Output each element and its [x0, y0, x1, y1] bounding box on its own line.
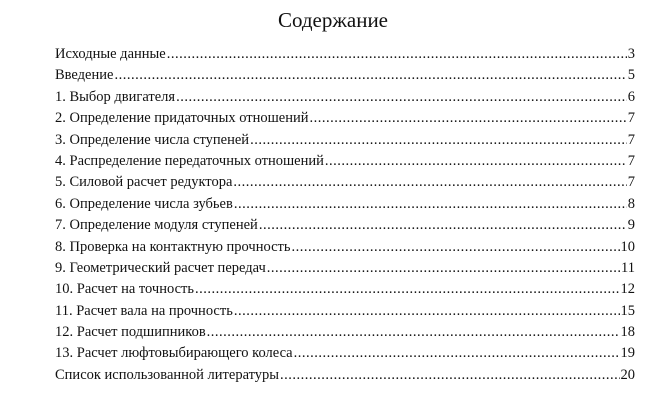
toc-entry-page-number: 3: [627, 46, 635, 62]
toc-dot-leader: [114, 65, 626, 86]
page-title: Содержание: [277, 8, 389, 32]
toc-entry: [55, 258, 635, 279]
toc-entry-title: 10. Расчет на точность: [55, 281, 194, 298]
toc-entry: [55, 172, 635, 193]
toc-entry-page-number: 15: [620, 302, 635, 319]
toc-entry-title: 12. Расчет подшипников: [55, 324, 206, 341]
toc-entry-title: 3. Определение числа ступеней: [55, 131, 250, 148]
table-of-contents: [55, 44, 635, 386]
toc-entry: [55, 237, 635, 258]
toc-entry-title: 11. Расчет вала на прочность: [55, 302, 233, 319]
toc-entry-page-number: 12: [620, 281, 635, 298]
toc-dot-leader: [234, 301, 620, 322]
toc-entry-title: 5. Силовой расчет редуктора: [55, 174, 233, 191]
toc-entry-page-number: 7: [627, 131, 635, 148]
toc-dot-leader: [233, 172, 626, 193]
toc-dot-leader: [176, 87, 627, 108]
toc-entry: [55, 194, 635, 215]
toc-entry-title: 4. Распределение передаточных отношений: [55, 152, 324, 169]
toc-entry: [55, 343, 635, 364]
toc-entry: [55, 44, 635, 65]
toc-entry-page-number: 7: [627, 174, 635, 191]
toc-dot-leader: [259, 215, 627, 236]
toc-entry-page-number: 5: [627, 67, 635, 84]
toc-entry-page-number: 8: [627, 195, 635, 212]
toc-dot-leader: [325, 151, 627, 172]
toc-entry-page-number: 7: [627, 110, 635, 127]
toc-entry-title: 2. Определение придаточных отношений: [55, 110, 309, 127]
toc-entry-page-number: 7: [627, 152, 635, 169]
toc-entry-page-number: 20: [620, 366, 635, 383]
toc-dot-leader: [250, 130, 627, 151]
toc-dot-leader: [195, 279, 620, 300]
toc-entry: [55, 279, 635, 300]
toc-entry-page-number: 11: [621, 259, 635, 276]
toc-dot-leader: [267, 258, 620, 279]
toc-entry-page-number: 19: [620, 345, 635, 362]
toc-dot-leader: [294, 343, 620, 364]
toc-entry-page-number: 9: [627, 217, 635, 234]
toc-dot-leader: [207, 322, 620, 343]
toc-entry-title: Введение: [55, 67, 114, 84]
toc-entry: [55, 301, 635, 322]
toc-entry: [55, 215, 635, 236]
toc-dot-leader: [280, 365, 619, 386]
toc-entry: [55, 130, 635, 151]
toc-entry-title: 6. Определение числа зубьев: [55, 195, 233, 212]
toc-entry-title: 7. Определение модуля ступеней: [55, 217, 258, 234]
toc-entry-title: Список использованной литературы: [55, 366, 280, 383]
toc-entry-title: 1. Выбор двигателя: [55, 88, 176, 105]
toc-entry: [55, 322, 635, 343]
toc-entry-page-number: 10: [620, 238, 635, 255]
toc-entry-title: 8. Проверка на контактную прочность: [55, 238, 291, 255]
toc-entry-title: 13. Расчет люфтовыбирающего колеса: [55, 345, 293, 362]
toc-dot-leader: [167, 44, 627, 65]
toc-dot-leader: [234, 194, 627, 215]
toc-entry-title: Исходные данные: [55, 46, 166, 62]
toc-entry: [55, 87, 635, 108]
toc-dot-leader: [291, 237, 619, 258]
toc-entry-page-number: 6: [627, 88, 635, 105]
toc-entry-page-number: 18: [620, 324, 635, 341]
toc-entry-title: 9. Геометрический расчет передач: [55, 259, 266, 276]
toc-entry: [55, 108, 635, 129]
toc-dot-leader: [309, 108, 626, 129]
toc-entry: [55, 65, 635, 86]
toc-entry: [55, 151, 635, 172]
toc-entry: [55, 365, 635, 386]
